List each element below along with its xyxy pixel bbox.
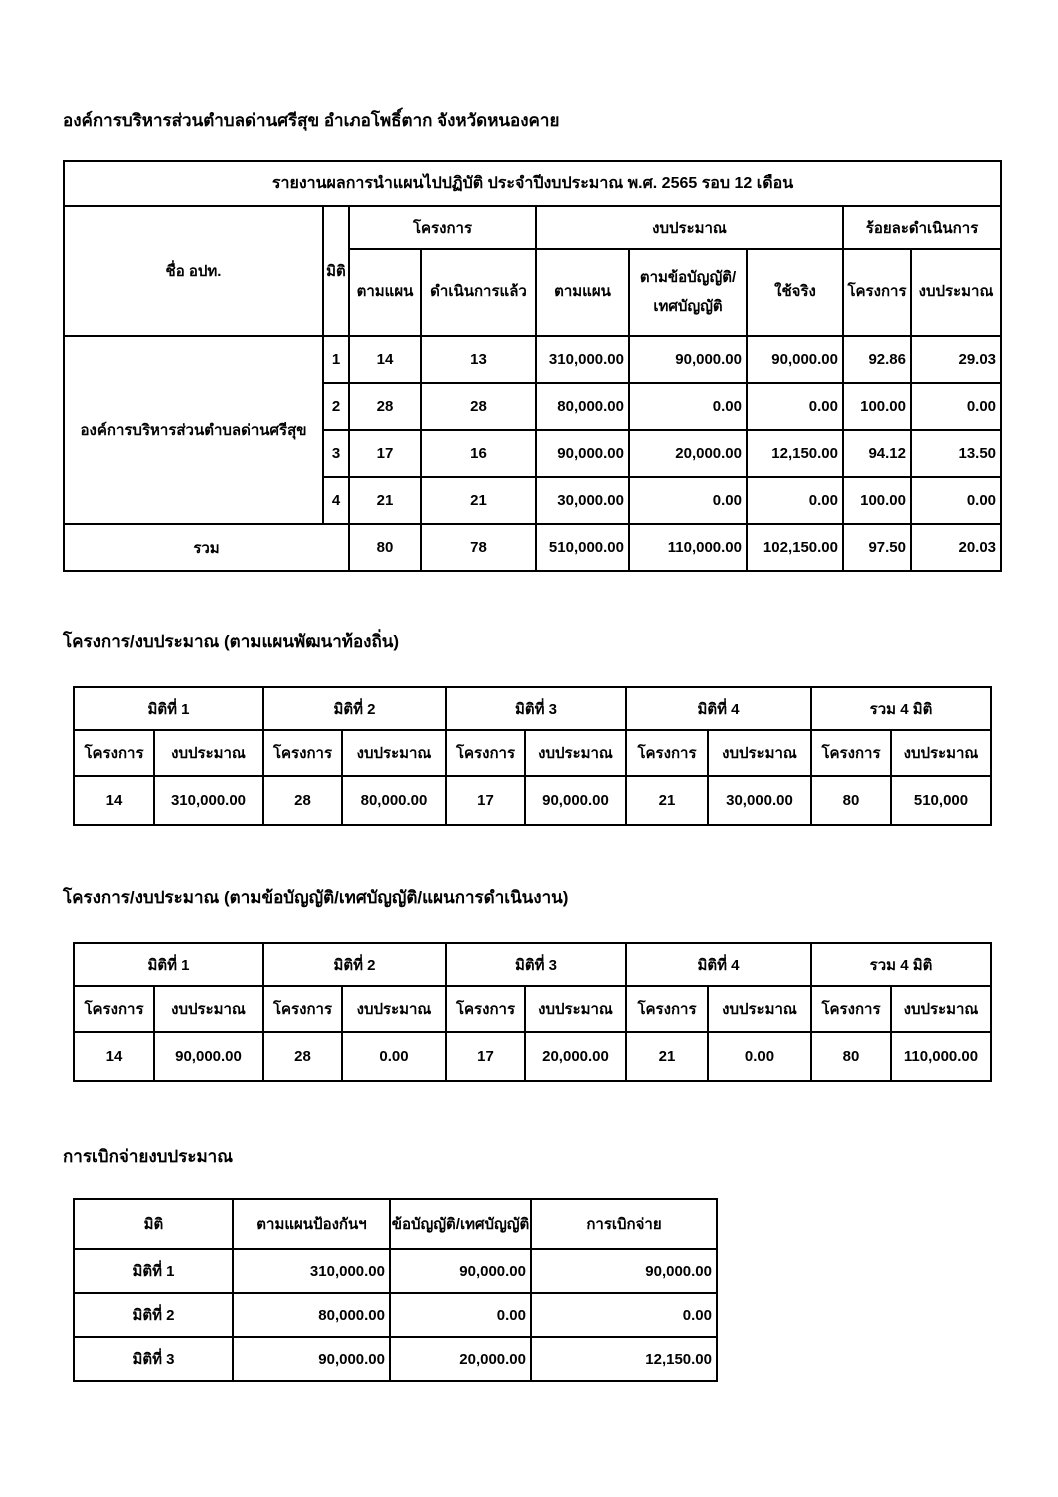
header-dim-1: มิติที่ 1 — [74, 687, 263, 730]
header-budget: งบประมาณ — [342, 730, 446, 776]
cell: 14 — [349, 336, 421, 383]
cell: 0.00 — [708, 1032, 811, 1081]
header-percent-projects: โครงการ — [843, 249, 911, 336]
cell: 80,000.00 — [233, 1293, 390, 1337]
total-row — [64, 524, 1001, 571]
table-row — [74, 776, 991, 825]
table-row — [64, 336, 1001, 383]
cell: 0.00 — [911, 383, 1001, 430]
cell: 0.00 — [747, 477, 843, 524]
report-title-row — [64, 161, 1001, 206]
header-dim-3: มิติที่ 3 — [446, 943, 626, 986]
header-dim-4: มิติที่ 4 — [626, 943, 811, 986]
cell: 3 — [323, 430, 349, 477]
header-dim-total: รวม 4 มิติ — [811, 943, 991, 986]
cell: 17 — [349, 430, 421, 477]
header-budget-ordinance: ตามข้อบัญญัติ/เทศบัญญัติ — [629, 249, 747, 336]
header-project: โครงการ — [74, 986, 154, 1032]
cell: มิติที่ 1 — [74, 1249, 233, 1293]
cell: 0.00 — [629, 477, 747, 524]
cell: 0.00 — [390, 1293, 531, 1337]
cell: 310,000.00 — [233, 1249, 390, 1293]
cell: 102,150.00 — [747, 524, 843, 571]
cell: 90,000.00 — [390, 1249, 531, 1293]
header-row — [74, 1199, 717, 1249]
cell: 80,000.00 — [342, 776, 446, 825]
cell: 110,000.00 — [891, 1032, 991, 1081]
cell: 80 — [349, 524, 421, 571]
cell: 17 — [446, 1032, 525, 1081]
cell: 0.00 — [531, 1293, 717, 1337]
plan-section-title: โครงการ/งบประมาณ (ตามแผนพัฒนาท้องถิ่น) — [63, 632, 400, 651]
header-dim-3: มิติที่ 3 — [446, 687, 626, 730]
cell: 28 — [263, 1032, 342, 1081]
cell: 310,000.00 — [154, 776, 263, 825]
header-per-plan: ตามแผนป้องกันฯ — [233, 1199, 390, 1249]
header-dim-total: รวม 4 มิติ — [811, 687, 991, 730]
group-header-row — [64, 206, 1001, 249]
table-row — [74, 1032, 991, 1081]
group-header-row — [74, 943, 991, 986]
table-row — [74, 1337, 717, 1381]
cell: 28 — [263, 776, 342, 825]
sub-header-row — [74, 730, 991, 776]
header-group-projects: โครงการ — [349, 206, 536, 249]
cell: มิติที่ 2 — [74, 1293, 233, 1337]
cell: 90,000.00 — [525, 776, 626, 825]
cell: 90,000.00 — [629, 336, 747, 383]
cell: 14 — [74, 1032, 154, 1081]
cell: 2 — [323, 383, 349, 430]
cell: 510,000.00 — [536, 524, 629, 571]
header-projects-done: ดำเนินการแล้ว — [421, 249, 536, 336]
total-label: รวม — [64, 524, 349, 571]
cell: 28 — [349, 383, 421, 430]
cell: 21 — [626, 1032, 708, 1081]
cell: 94.12 — [843, 430, 911, 477]
cell: 29.03 — [911, 336, 1001, 383]
header-budget: งบประมาณ — [154, 986, 263, 1032]
header-budget: งบประมาณ — [154, 730, 263, 776]
cell: 0.00 — [911, 477, 1001, 524]
header-project: โครงการ — [811, 986, 891, 1032]
cell: 97.50 — [843, 524, 911, 571]
header-project: โครงการ — [446, 730, 525, 776]
cell: 21 — [421, 477, 536, 524]
cell: 0.00 — [342, 1032, 446, 1081]
cell: 310,000.00 — [536, 336, 629, 383]
header-group-percent: ร้อยละดำเนินการ — [843, 206, 1001, 249]
cell: 21 — [626, 776, 708, 825]
cell: 90,000.00 — [154, 1032, 263, 1081]
cell: 90,000.00 — [747, 336, 843, 383]
header-project: โครงการ — [263, 986, 342, 1032]
cell: 100.00 — [843, 477, 911, 524]
header-budget: งบประมาณ — [891, 730, 991, 776]
org-name-cell: องค์การบริหารส่วนตำบลด่านศรีสุข — [64, 336, 323, 524]
header-org-name: ชื่อ อปท. — [64, 206, 323, 336]
header-project: โครงการ — [811, 730, 891, 776]
cell: 90,000.00 — [531, 1249, 717, 1293]
header-budget: งบประมาณ — [342, 986, 446, 1032]
header-dim-2: มิติที่ 2 — [263, 943, 446, 986]
cell: 0.00 — [629, 383, 747, 430]
cell: 30,000.00 — [536, 477, 629, 524]
cell: 510,000 — [891, 776, 991, 825]
cell: 14 — [74, 776, 154, 825]
sub-header-row — [74, 986, 991, 1032]
cell: 90,000.00 — [536, 430, 629, 477]
header-dimension: มิติ — [74, 1199, 233, 1249]
cell: 1 — [323, 336, 349, 383]
cell: 78 — [421, 524, 536, 571]
plan-table — [73, 686, 992, 826]
cell: 12,150.00 — [747, 430, 843, 477]
cell: 80 — [811, 776, 891, 825]
ordinance-table — [73, 942, 992, 1082]
header-budget: งบประมาณ — [891, 986, 991, 1032]
cell: 4 — [323, 477, 349, 524]
cell: 20.03 — [911, 524, 1001, 571]
header-budget: งบประมาณ — [525, 730, 626, 776]
cell: 92.86 — [843, 336, 911, 383]
cell: 28 — [421, 383, 536, 430]
header-dim-1: มิติที่ 1 — [74, 943, 263, 986]
header-budget-actual: ใช้จริง — [747, 249, 843, 336]
header-budget-planned: ตามแผน — [536, 249, 629, 336]
header-project: โครงการ — [626, 730, 708, 776]
cell: 30,000.00 — [708, 776, 811, 825]
header-project: โครงการ — [263, 730, 342, 776]
cell: 13 — [421, 336, 536, 383]
cell: 0.00 — [747, 383, 843, 430]
report-table — [63, 160, 1002, 572]
cell: 20,000.00 — [525, 1032, 626, 1081]
cell: 20,000.00 — [390, 1337, 531, 1381]
group-header-row — [74, 687, 991, 730]
header-dim-2: มิติที่ 2 — [263, 687, 446, 730]
disbursement-table — [73, 1198, 718, 1382]
cell: 13.50 — [911, 430, 1001, 477]
cell: 17 — [446, 776, 525, 825]
table-row — [74, 1293, 717, 1337]
cell: 80 — [811, 1032, 891, 1081]
cell: 16 — [421, 430, 536, 477]
header-percent-budget: งบประมาณ — [911, 249, 1001, 336]
header-budget: งบประมาณ — [708, 986, 811, 1032]
cell: 100.00 — [843, 383, 911, 430]
report-table-title: รายงานผลการนำแผนไปปฏิบัติ ประจำปีงบประมาณ พ.ศ. 2565 รอบ 12 เดือน — [64, 161, 1001, 206]
cell: 21 — [349, 477, 421, 524]
header-group-budget: งบประมาณ — [536, 206, 843, 249]
header-budget: งบประมาณ — [708, 730, 811, 776]
cell: มิติที่ 3 — [74, 1337, 233, 1381]
ordinance-section-title: โครงการ/งบประมาณ (ตามข้อบัญญัติ/เทศบัญญัติ/แผนการดำเนินงาน) — [63, 888, 569, 907]
cell: 20,000.00 — [629, 430, 747, 477]
header-project: โครงการ — [626, 986, 708, 1032]
cell: 110,000.00 — [629, 524, 747, 571]
disbursement-section-title: การเบิกจ่ายงบประมาณ — [63, 1147, 233, 1166]
header-project: โครงการ — [74, 730, 154, 776]
header-dim-4: มิติที่ 4 — [626, 687, 811, 730]
cell: 12,150.00 — [531, 1337, 717, 1381]
header-budget: งบประมาณ — [525, 986, 626, 1032]
header-projects-planned: ตามแผน — [349, 249, 421, 336]
header-project: โครงการ — [446, 986, 525, 1032]
header-disbursed: การเบิกจ่าย — [531, 1199, 717, 1249]
cell: 90,000.00 — [233, 1337, 390, 1381]
header-ordinance: ข้อบัญญัติ/เทศบัญญัติ — [390, 1199, 531, 1249]
header-dimension: มิติ — [323, 206, 349, 336]
page-title: องค์การบริหารส่วนตำบลด่านศรีสุข อำเภอโพธิ์ตาก จังหวัดหนองคาย — [63, 111, 560, 130]
cell: 80,000.00 — [536, 383, 629, 430]
table-row — [74, 1249, 717, 1293]
